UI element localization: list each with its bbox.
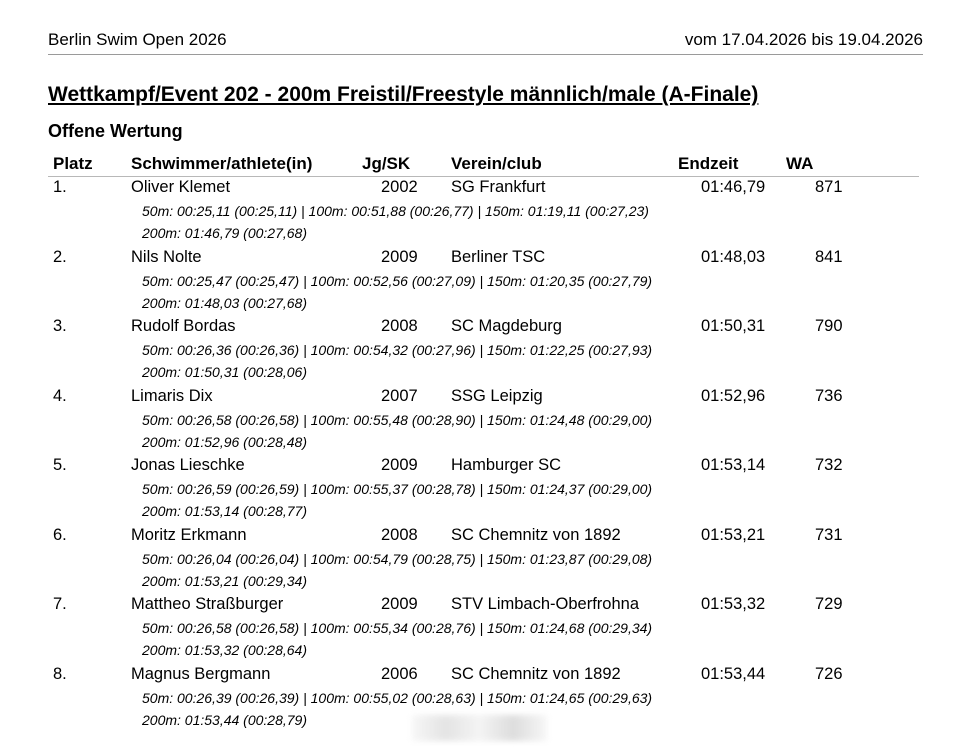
result-club: STV Limbach-Oberfrohna [451,595,640,613]
result-club: SC Magdeburg [451,317,562,335]
result-entry [0,248,955,318]
result-time: 01:50,31 [701,317,766,335]
column-year: Jg/SK [362,154,411,173]
result-entry [0,526,955,596]
result-row [0,317,955,339]
meet-date-range: vom 17.04.2026 bis 19.04.2026 [684,30,923,49]
result-athlete: Moritz Erkmann [131,525,247,544]
result-splits-line-1: 50m: 00:25,47 (00:25,47) | 100m: 00:52,56 (00:27,09) | 150m: 01:20,35 (00:27,79) [142,272,653,289]
result-athlete: Nils Nolte [131,247,202,266]
result-year: 2009 [381,595,418,613]
result-athlete: Oliver Klemet [131,178,231,196]
result-time: 01:53,32 [701,595,766,613]
result-points: 871 [815,178,843,196]
result-place: 7. [53,595,67,613]
result-splits-line-2: 200m: 01:50,31 (00:28,06) [142,364,308,380]
blurred-footer-watermark [412,715,547,741]
result-splits-line-2: 200m: 01:53,32 (00:28,64) [142,642,308,658]
result-athlete: Limaris Dix [131,386,213,405]
result-year: 2006 [381,664,418,683]
result-club: SC Chemnitz von 1892 [451,664,621,683]
event-category: Offene Wertung [48,121,183,141]
result-entry [0,178,955,248]
result-place: 3. [53,317,67,335]
result-time: 01:48,03 [701,247,766,266]
result-club: SC Chemnitz von 1892 [451,525,621,544]
result-splits-line-1: 50m: 00:26,58 (00:26,58) | 100m: 00:55,34 (00:28,76) | 150m: 01:24,68 (00:29,34) [142,620,653,636]
result-year: 2008 [381,525,418,544]
result-splits-line-1: 50m: 00:26,59 (00:26,59) | 100m: 00:55,37 (00:28,78) | 150m: 01:24,37 (00:29,00) [142,481,653,497]
result-splits-line-1: 50m: 00:25,11 (00:25,11) | 100m: 00:51,88 (00:26,77) | 150m: 01:19,11 (00:27,23) [142,203,649,219]
result-row [0,595,955,617]
result-club: SSG Leipzig [451,386,543,405]
result-place: 8. [53,664,67,683]
result-club: Hamburger SC [451,456,562,474]
result-time: 01:53,44 [701,664,766,683]
result-splits-line-1: 50m: 00:26,58 (00:26,58) | 100m: 00:55,48 (00:28,90) | 150m: 01:24,48 (00:29,00) [142,411,653,428]
column-time: Endzeit [678,154,739,173]
result-points: 736 [815,386,843,405]
result-club: SG Frankfurt [451,178,546,196]
column-athlete: Schwimmer/athlete(in) [131,154,313,173]
result-points: 841 [815,247,843,266]
column-club: Verein/club [451,154,542,173]
result-splits-line-2: 200m: 01:53,21 (00:29,34) [142,572,308,589]
result-splits-line-1: 50m: 00:26,36 (00:26,36) | 100m: 00:54,32 (00:27,96) | 150m: 01:22,25 (00:27,93) [142,342,653,358]
meet-name: Berlin Swim Open 2026 [48,30,227,49]
result-entry [0,456,955,526]
result-points: 732 [815,456,843,474]
result-splits-line-2: 200m: 01:48,03 (00:27,68) [142,294,308,311]
results-list [0,178,955,734]
result-year: 2009 [381,247,418,266]
result-time: 01:46,79 [701,178,766,196]
result-points: 731 [815,525,843,544]
result-place: 2. [53,247,67,266]
result-year: 2007 [381,386,418,405]
results-column-header [48,154,919,177]
column-place: Platz [53,154,93,173]
result-year: 2008 [381,317,418,335]
result-entry [0,317,955,387]
result-time: 01:53,14 [701,456,766,474]
event-title: Wettkampf/Event 202 - 200m Freistil/Freestyle männlich/male (A-Finale) [48,83,759,106]
result-points: 790 [815,317,843,335]
result-place: 5. [53,456,67,474]
result-time: 01:52,96 [701,386,766,405]
result-splits-line-2: 200m: 01:52,96 (00:28,48) [142,433,308,450]
result-athlete: Jonas Lieschke [131,456,245,474]
result-place: 1. [53,178,67,196]
result-splits-line-1: 50m: 00:26,39 (00:26,39) | 100m: 00:55,02 (00:28,63) | 150m: 01:24,65 (00:29,63) [142,689,653,706]
result-splits-line-2: 200m: 01:46,79 (00:27,68) [142,225,308,241]
result-row [0,387,955,409]
result-place: 4. [53,386,67,405]
result-athlete: Magnus Bergmann [131,664,271,683]
result-athlete: Mattheo Straßburger [131,595,284,613]
result-row [0,526,955,548]
result-time: 01:53,21 [701,525,766,544]
page-header [48,30,923,55]
result-splits-line-1: 50m: 00:26,04 (00:26,04) | 100m: 00:54,79 (00:28,75) | 150m: 01:23,87 (00:29,08) [142,550,653,567]
result-year: 2009 [381,456,418,474]
result-club: Berliner TSC [451,247,546,266]
result-place: 6. [53,525,67,544]
result-row [0,248,955,270]
result-row [0,665,955,687]
result-year: 2002 [381,178,418,196]
column-points: WA [786,154,814,173]
result-entry [0,387,955,457]
result-row [0,456,955,478]
result-splits-line-2: 200m: 01:53,44 (00:28,79) [142,711,308,728]
result-entry [0,595,955,665]
result-row [0,178,955,200]
result-points: 726 [815,664,843,683]
result-points: 729 [815,595,843,613]
result-athlete: Rudolf Bordas [131,317,236,335]
result-splits-line-2: 200m: 01:53,14 (00:28,77) [142,503,308,519]
